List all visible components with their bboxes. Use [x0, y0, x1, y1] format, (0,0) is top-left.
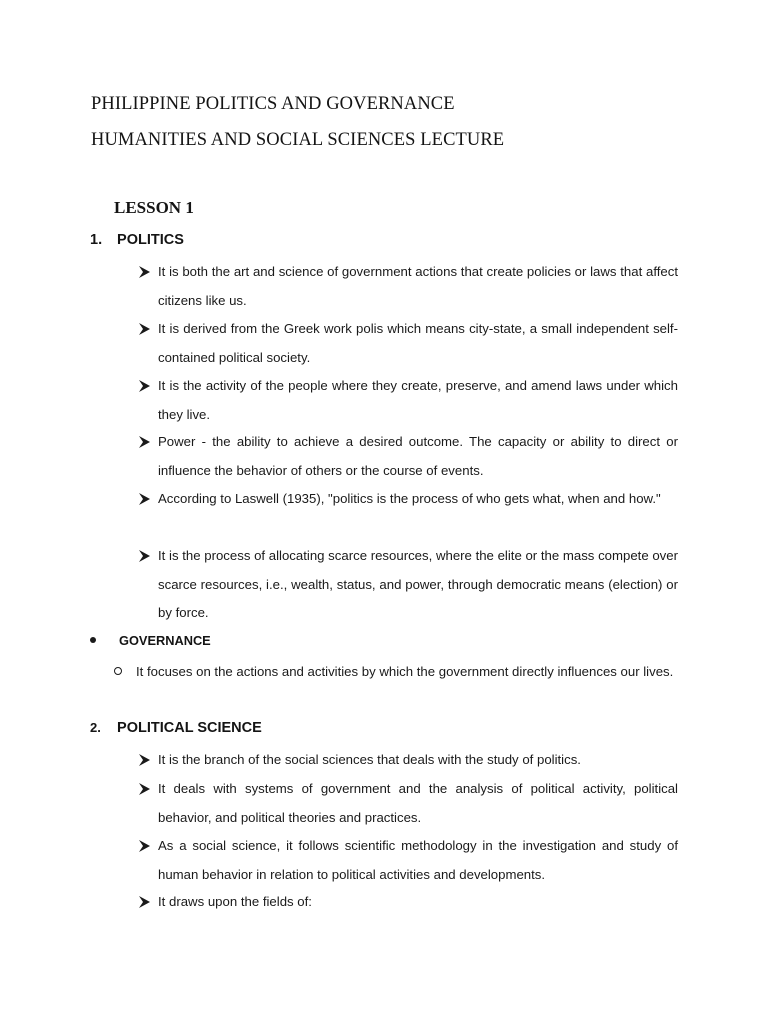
arrow-bullet-icon [138, 888, 152, 916]
lesson-heading: LESSON 1 [114, 198, 194, 217]
list-item [114, 657, 678, 686]
section-title: POLITICS [117, 232, 184, 248]
list-item [138, 372, 678, 429]
list-item [138, 315, 678, 372]
bullet-dot-icon [90, 637, 96, 643]
governance-label: GOVERNANCE [119, 633, 211, 648]
list-item [138, 485, 678, 514]
list-item [138, 775, 678, 832]
list-item-text: As a social science, it follows scientific methodology in the investigation and study of human behavior in relation to political activities and developments. [158, 838, 678, 882]
list-item-text: It deals with systems of government and the analysis of political activity, political behavior, and political theories and practices. [158, 781, 678, 825]
arrow-bullet-icon [138, 485, 152, 513]
list-item-text: Power - the ability to achieve a desired outcome. The capacity or ability to direct or influence the behavior of others or the course of events. [158, 434, 678, 478]
governance-heading [90, 633, 211, 648]
arrow-bullet-icon [138, 746, 152, 774]
circle-bullet-icon [114, 667, 122, 675]
list-item [138, 832, 678, 889]
arrow-bullet-icon [138, 832, 152, 860]
list-item [138, 542, 678, 628]
section-number: 1. [90, 232, 103, 248]
list-item [138, 746, 678, 775]
arrow-bullet-icon [138, 428, 152, 456]
list-item-text: It is the branch of the social sciences that deals with the study of politics. [158, 752, 581, 767]
list-item-text: According to Laswell (1935), "politics is the process of who gets what, when and how." [158, 491, 661, 506]
arrow-bullet-icon [138, 372, 152, 400]
section-number: 2. [90, 720, 101, 735]
arrow-bullet-icon [138, 315, 152, 343]
list-item [138, 888, 678, 917]
arrow-bullet-icon [138, 258, 152, 286]
list-item-text: It is both the art and science of government actions that create policies or laws that affect citizens like us. [158, 264, 678, 308]
list-item-text: It focuses on the actions and activities by which the government directly influences our lives. [136, 664, 674, 679]
list-item-text: It is the activity of the people where they create, preserve, and amend laws under which they live. [158, 378, 678, 422]
section-heading-political-science [90, 720, 262, 736]
document-subtitle: HUMANITIES AND SOCIAL SCIENCES LECTURE [91, 130, 505, 150]
document-title: PHILIPPINE POLITICS AND GOVERNANCE [91, 94, 455, 114]
section-title: POLITICAL SCIENCE [117, 720, 262, 736]
list-item-text: It is the process of allocating scarce resources, where the elite or the mass compete over scarce resources, i.e., wealth, status, and power, through democratic means (election) or by force. [158, 548, 678, 620]
list-item-text: It draws upon the fields of: [158, 894, 312, 909]
arrow-bullet-icon [138, 542, 152, 570]
arrow-bullet-icon [138, 775, 152, 803]
list-item [138, 428, 678, 485]
list-item-text: It is derived from the Greek work polis which means city-state, a small independent self-contained political society. [158, 321, 678, 365]
list-item [138, 258, 678, 315]
section-heading-politics [90, 232, 184, 248]
